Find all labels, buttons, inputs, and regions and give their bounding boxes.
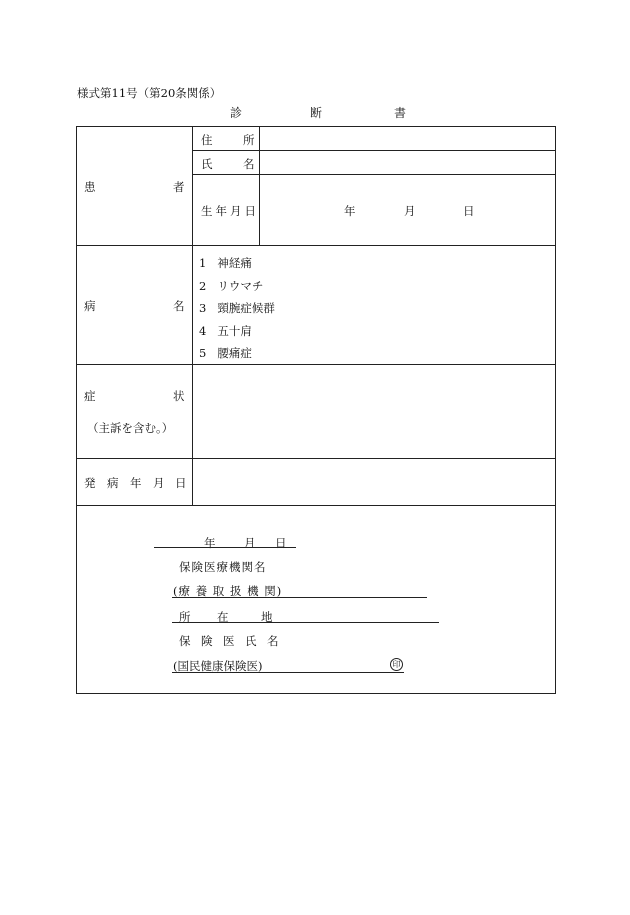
patient-label-char: 者 bbox=[173, 180, 185, 194]
option-number: 3 bbox=[199, 301, 207, 315]
onset-label-char: 発 bbox=[84, 476, 96, 490]
row-divider bbox=[77, 505, 555, 506]
address-label-char: 住 bbox=[201, 133, 213, 147]
name-field[interactable] bbox=[260, 152, 554, 173]
option-text: リウマチ bbox=[217, 279, 264, 293]
location-line bbox=[172, 622, 439, 623]
doctor-label-char: 氏 bbox=[245, 634, 257, 648]
doctor-label-char: 険 bbox=[201, 634, 213, 648]
address-label-char: 所 bbox=[243, 133, 255, 147]
institution-label: 保険医療機関名 bbox=[179, 560, 267, 574]
disease-option[interactable] bbox=[199, 323, 252, 339]
doctor-label-char: 名 bbox=[267, 634, 279, 648]
location-label-char: 在 bbox=[217, 610, 229, 624]
option-text: 頸腕症候群 bbox=[217, 301, 275, 315]
disease-option[interactable] bbox=[199, 300, 275, 316]
location-label-char: 所 bbox=[179, 610, 191, 624]
option-number: 2 bbox=[199, 279, 207, 293]
disease-option[interactable] bbox=[199, 345, 252, 361]
onset-label-char: 月 bbox=[153, 476, 165, 490]
cert-day-unit: 日 bbox=[275, 536, 287, 550]
onset-label-char: 病 bbox=[107, 476, 119, 490]
option-text: 五十肩 bbox=[217, 324, 252, 338]
onset-label-char: 年 bbox=[130, 476, 142, 490]
disease-option[interactable] bbox=[199, 278, 263, 294]
doctor-label-char: 医 bbox=[223, 634, 235, 648]
disease-label-char: 名 bbox=[173, 299, 185, 313]
title-char: 断 bbox=[310, 106, 323, 120]
birth-year-unit: 年 bbox=[344, 204, 356, 218]
option-number: 1 bbox=[199, 256, 207, 270]
doctor-note: (国民健康保険医) bbox=[173, 659, 263, 673]
disease-label-char: 病 bbox=[84, 299, 96, 313]
symptoms-label-char: 症 bbox=[84, 389, 96, 403]
patient-label-char: 患 bbox=[84, 180, 96, 194]
address-field[interactable] bbox=[260, 128, 554, 149]
symptoms-field[interactable] bbox=[193, 365, 554, 457]
option-number: 4 bbox=[199, 324, 207, 338]
institution-line bbox=[172, 597, 427, 598]
title-char: 書 bbox=[394, 106, 407, 120]
birth-day-unit: 日 bbox=[463, 204, 475, 218]
option-number: 5 bbox=[199, 346, 207, 360]
seal-mark: 印 bbox=[390, 658, 403, 671]
cert-month-unit: 月 bbox=[244, 536, 256, 550]
row-divider bbox=[192, 174, 555, 175]
cert-date-line bbox=[154, 547, 296, 548]
birth-month-unit: 月 bbox=[404, 204, 416, 218]
name-label-char: 名 bbox=[243, 157, 255, 171]
birthdate-label: 生年月日 bbox=[201, 204, 259, 218]
title-char: 診 bbox=[230, 106, 243, 120]
form-number: 様式第11号（第20条関係） bbox=[77, 86, 222, 100]
row-divider bbox=[192, 150, 555, 151]
cert-year-unit: 年 bbox=[204, 536, 216, 550]
doctor-name-line bbox=[172, 672, 404, 673]
option-text: 神経痛 bbox=[217, 256, 252, 270]
certificate-form bbox=[76, 126, 556, 694]
option-text: 腰痛症 bbox=[217, 346, 252, 360]
symptoms-note: （主訴を含む。） bbox=[87, 421, 174, 435]
institution-note: (療 養 取 扱 機 関) bbox=[173, 584, 283, 598]
row-divider bbox=[77, 245, 555, 246]
name-label-char: 氏 bbox=[201, 157, 213, 171]
doctor-label-char: 保 bbox=[179, 634, 191, 648]
onset-label-char: 日 bbox=[175, 476, 187, 490]
location-label-char: 地 bbox=[261, 610, 273, 624]
symptoms-label-char: 状 bbox=[173, 389, 185, 403]
disease-option[interactable] bbox=[199, 255, 252, 271]
onset-date-field[interactable] bbox=[193, 459, 554, 504]
